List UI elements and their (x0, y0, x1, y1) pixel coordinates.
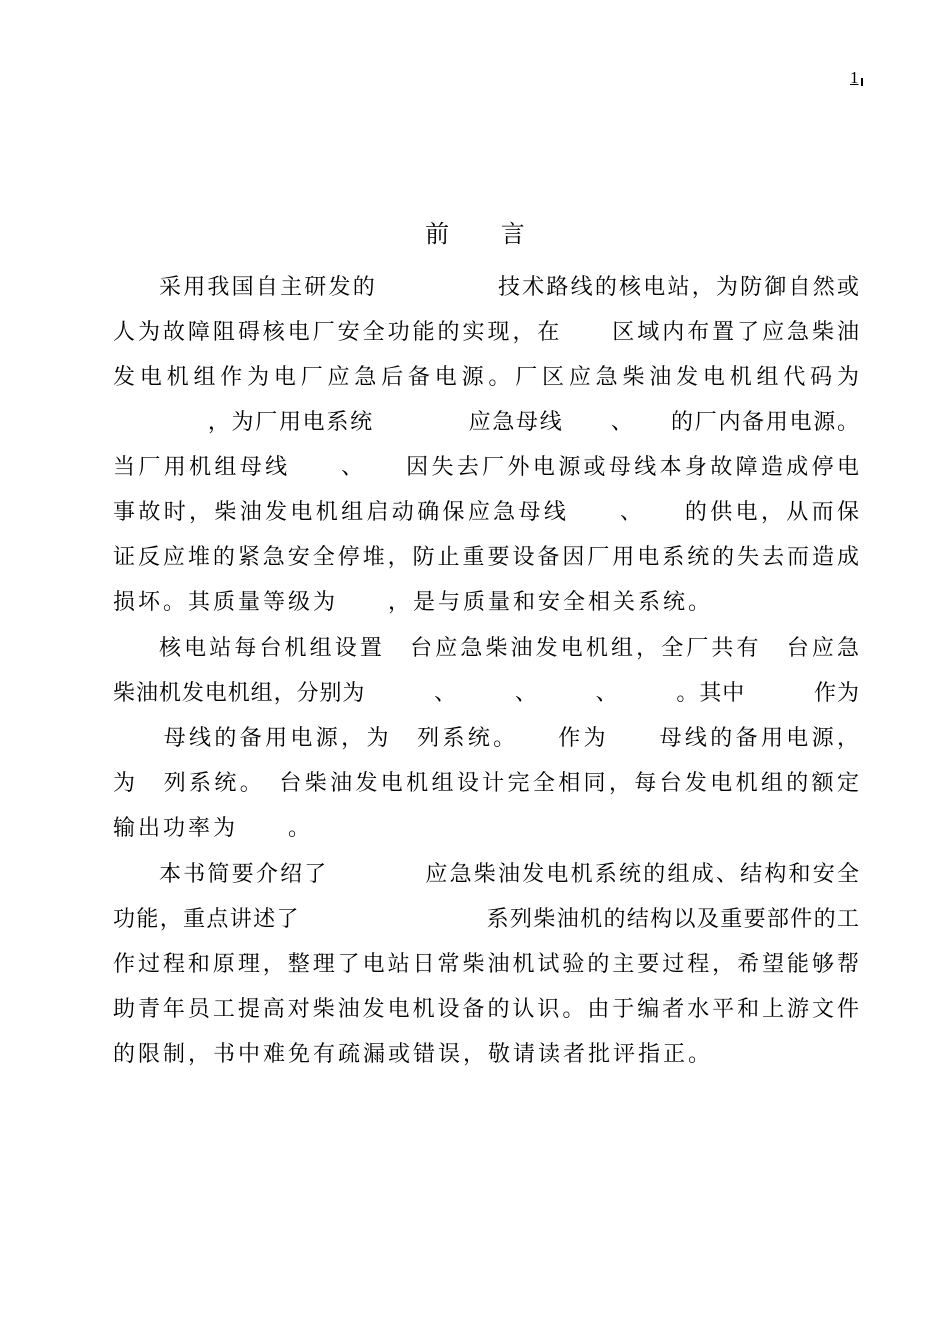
paragraph-line: ，为厂用电系统 应急母线 、 的厂内备用电源。 (113, 410, 859, 435)
paragraph-line: 证反应堆的紧急安全停堆，防止重要设备因厂用电系统的失去而造成 (113, 545, 859, 570)
paragraph-line: 本书简要介绍了 应急柴油发电机系统的组成、结构和安全 (159, 862, 859, 887)
page-number: 1 (850, 68, 859, 87)
paragraph-line: 核电站每台机组设置 台应急柴油发电机组，全厂共有 台应急 (159, 636, 859, 661)
paragraph-line: 事故时，柴油发电机组启动确保应急母线 、 的供电，从而保 (113, 500, 859, 525)
paragraph-line: 的限制，书中难免有疏漏或错误，敬请读者批评指正。 (113, 1042, 714, 1067)
paragraph-line: 损坏。其质量等级为 ，是与质量和安全相关系统。 (113, 590, 714, 615)
paragraph-line: 助青年员工提高对柴油发电机设备的认识。由于编者水平和上游文件 (113, 997, 859, 1022)
paragraph-line: 柴油机发电机组，分别为 、 、 、 。其中 作为 (113, 681, 859, 706)
paragraph-line: 发电机组作为电厂应急后备电源。厂区应急柴油发电机组代码为 (113, 365, 859, 390)
paragraph-line: 采用我国自主研发的 技术路线的核电站，为防御自然或 (159, 275, 859, 300)
page-number-mark (861, 78, 863, 86)
paragraph-line: 功能，重点讲述了 系列柴油机的结构以及重要部件的工 (113, 907, 859, 932)
paragraph-line: 为 列系统。 台柴油发电机组设计完全相同，每台发电机组的额定 (113, 771, 859, 796)
paragraph-line: 输出功率为 。 (113, 816, 314, 841)
paragraph-line: 作过程和原理，整理了电站日常柴油机试验的主要过程，希望能够帮 (113, 952, 859, 977)
paragraph-line: 母线的备用电源，为 列系统。 作为 母线的备用电源， (113, 726, 859, 751)
paragraph-line: 人为故障阻碍核电厂安全功能的实现，在 区域内布置了应急柴油 (113, 320, 859, 345)
paragraph-line: 当厂用机组母线 、 因失去厂外电源或母线本身故障造成停电 (113, 455, 859, 480)
section-title: 前 言 (425, 220, 547, 248)
